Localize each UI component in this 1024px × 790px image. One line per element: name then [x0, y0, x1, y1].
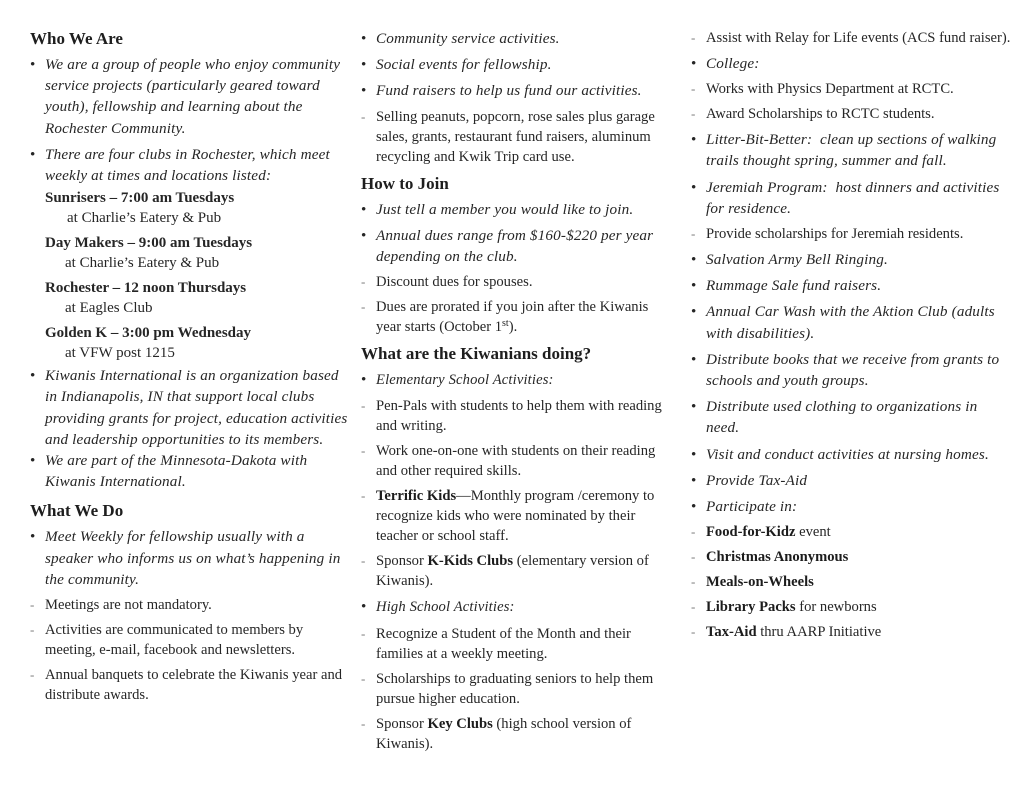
list-item: - Terrific Kids—Monthly program /ceremony to recognize kids who were nominated by their teacher or school staff.: [361, 488, 655, 545]
dash-icon: -: [691, 624, 696, 640]
bullet-icon: •: [361, 598, 367, 616]
dash-icon: -: [361, 274, 366, 290]
dash-icon: -: [361, 443, 366, 459]
dash-icon: -: [691, 81, 696, 97]
dash-icon: -: [361, 108, 366, 124]
list-item: • Salvation Army Bell Ringing.: [691, 249, 1011, 270]
bullet-icon: •: [361, 371, 367, 389]
bullet-icon: •: [691, 445, 697, 463]
bullet-icon: •: [691, 178, 697, 196]
list-item: • Distribute books that we receive from grants to schools and youth groups.: [691, 350, 1000, 390]
heading-what-we-do: What We Do: [30, 501, 124, 521]
club-location: at Charlie’s Eatery & Pub: [67, 210, 222, 227]
club-entry: [30, 233, 348, 273]
bullet-icon: •: [691, 398, 697, 416]
list-item: • We are a group of people who enjoy community service projects (particularly geared toward youth), fellowship and learning about the Rochester Community.: [30, 56, 341, 137]
dash-icon: -: [691, 30, 696, 45]
heading-how-to-join: How to Join: [361, 173, 449, 193]
list-item: - Sponsor Key Clubs (high school version of Kiwanis).: [361, 715, 632, 752]
dash-icon: -: [361, 553, 366, 569]
list-item: - Recognize a Student of the Month and their families at a weekly meeting.: [361, 625, 631, 662]
bullet-icon: •: [691, 498, 697, 516]
bullet-icon: •: [361, 56, 367, 74]
bullet-icon: •: [30, 56, 36, 73]
bullet-icon: •: [30, 367, 36, 385]
bullet-icon: •: [361, 82, 367, 100]
list-item: • Annual Car Wash with the Aktion Club (adults with disabilities).: [691, 303, 995, 342]
dash-icon: -: [691, 106, 696, 122]
bullet-icon: •: [361, 226, 367, 244]
list-item: - Meals-on-Wheels: [691, 574, 814, 591]
list-item: - Provide scholarships for Jeremiah residents.: [691, 226, 964, 243]
club-name: Rochester – 12 noon Thursdays: [45, 280, 247, 297]
bullet-icon: •: [691, 251, 697, 269]
dash-icon: -: [361, 670, 366, 686]
bullet-icon: •: [691, 471, 697, 489]
list-item: - Scholarships to graduating seniors to help them pursue higher education.: [361, 670, 654, 707]
list-item: • There are four clubs in Rochester, which meet weekly at times and locations listed:: [30, 145, 330, 185]
column-activities: [361, 28, 671, 759]
bullet-icon: •: [30, 528, 36, 546]
list-item: - Selling peanuts, popcorn, rose sales plus garage sales, grants, restaurant fund raisers, aluminum recycling and Kwik Trip card use.: [361, 108, 655, 165]
bullet-icon: •: [30, 452, 36, 470]
list-item: - Meetings are not mandatory.: [30, 597, 212, 614]
list-item: - Activities are communicated to members by meeting, e-mail, facebook and newsletters.: [30, 622, 304, 659]
list-item: - Assist with Relay for Life events (ACS fund raiser).: [691, 30, 1011, 46]
list-item: • College:: [691, 53, 1011, 74]
dash-icon: -: [691, 599, 696, 615]
list-item: • Community service activities.: [361, 28, 671, 49]
bullet-icon: •: [691, 131, 697, 149]
bullet-icon: •: [691, 277, 697, 295]
club-location: at VFW post 1215: [65, 345, 175, 362]
club-entry: [30, 278, 348, 318]
dash-icon: -: [361, 299, 366, 315]
list-item: - Food-for-Kidz event: [691, 524, 831, 541]
column-more-activities: [691, 28, 1011, 647]
list-item: - Christmas Anonymous: [691, 549, 849, 566]
list-item: - Sponsor K-Kids Clubs (elementary version of Kiwanis).: [361, 553, 649, 590]
list-item: • Kiwanis International is an organization based in Indianapolis, IN that support local clubs providing grants for project, education activities and leadership opportunities to its members.: [30, 367, 348, 448]
club-name: Golden K – 3:00 pm Wednesday: [45, 325, 252, 342]
list-item: • Litter-Bit-Better: clean up sections of walking trails thought spring, summer and fall.: [691, 131, 1001, 170]
club-name: Sunrisers – 7:00 am Tuesdays: [45, 190, 235, 207]
heading-who-we-are: Who We Are: [30, 29, 123, 48]
list-item: • Just tell a member you would like to join.: [361, 199, 671, 220]
dash-icon: -: [691, 524, 696, 540]
dash-icon: -: [30, 622, 35, 638]
bullet-icon: •: [691, 55, 697, 72]
list-item: • We are part of the Minnesota-Dakota with Kiwanis International.: [30, 452, 308, 491]
list-item: • Annual dues range from $160-$220 per year depending on the club.: [361, 226, 654, 266]
list-item: - Dues are prorated if you join after the Kiwanis year starts (October 1st).: [361, 299, 649, 336]
list-item: - Works with Physics Department at RCTC.: [691, 81, 954, 98]
dash-icon: -: [691, 574, 696, 590]
list-item: • Meet Weekly for fellowship usually with a speaker who informs us on what’s happening in the community.: [30, 528, 341, 588]
list-item: - Award Scholarships to RCTC students.: [691, 106, 935, 123]
list-item: • Social events for fellowship.: [361, 54, 671, 75]
list-item: • Elementary School Activities:: [361, 369, 671, 391]
list-item: - Pen-Pals with students to help them with reading and writing.: [361, 398, 662, 435]
list-item: • Jeremiah Program: host dinners and activities for residence.: [691, 178, 1004, 217]
list-item: • Distribute used clothing to organizations in need.: [691, 398, 978, 437]
list-item: - Library Packs for newborns: [691, 599, 877, 616]
bullet-icon: •: [691, 303, 697, 321]
list-item: - Annual banquets to celebrate the Kiwanis year and distribute awards.: [30, 667, 343, 704]
dash-icon: -: [30, 667, 35, 683]
dash-icon: -: [691, 226, 696, 242]
bullet-icon: •: [30, 145, 36, 163]
list-item: • Fund raisers to help us fund our activities.: [361, 80, 671, 101]
list-item: - Discount dues for spouses.: [361, 274, 533, 291]
bullet-icon: •: [361, 30, 367, 47]
bullet-icon: •: [361, 200, 367, 218]
dash-icon: -: [361, 715, 366, 731]
club-entry: [30, 188, 348, 228]
dash-icon: -: [361, 625, 366, 641]
list-item: - Tax-Aid thru AARP Initiative: [691, 624, 882, 641]
list-item: • Visit and conduct activities at nursing homes.: [691, 444, 1011, 465]
column-who-we-are: [30, 29, 348, 710]
list-item: • Participate in:: [691, 496, 1011, 517]
bullet-icon: •: [691, 350, 697, 368]
dash-icon: -: [691, 549, 696, 565]
heading-kiwanians-doing: What are the Kiwanians doing?: [361, 344, 592, 364]
list-item: • Provide Tax-Aid: [691, 470, 1011, 491]
list-item: - Work one-on-one with students on their reading and other required skills.: [361, 443, 656, 480]
dash-icon: -: [361, 398, 366, 414]
dash-icon: -: [30, 597, 35, 613]
list-item: • Rummage Sale fund raisers.: [691, 275, 1011, 296]
club-location: at Charlie’s Eatery & Pub: [65, 255, 220, 272]
dash-icon: -: [361, 488, 366, 504]
club-location: at Eagles Club: [65, 300, 153, 317]
club-entry: [30, 323, 348, 363]
club-name: Day Makers – 9:00 am Tuesdays: [45, 235, 253, 252]
list-item: • High School Activities:: [361, 596, 671, 618]
